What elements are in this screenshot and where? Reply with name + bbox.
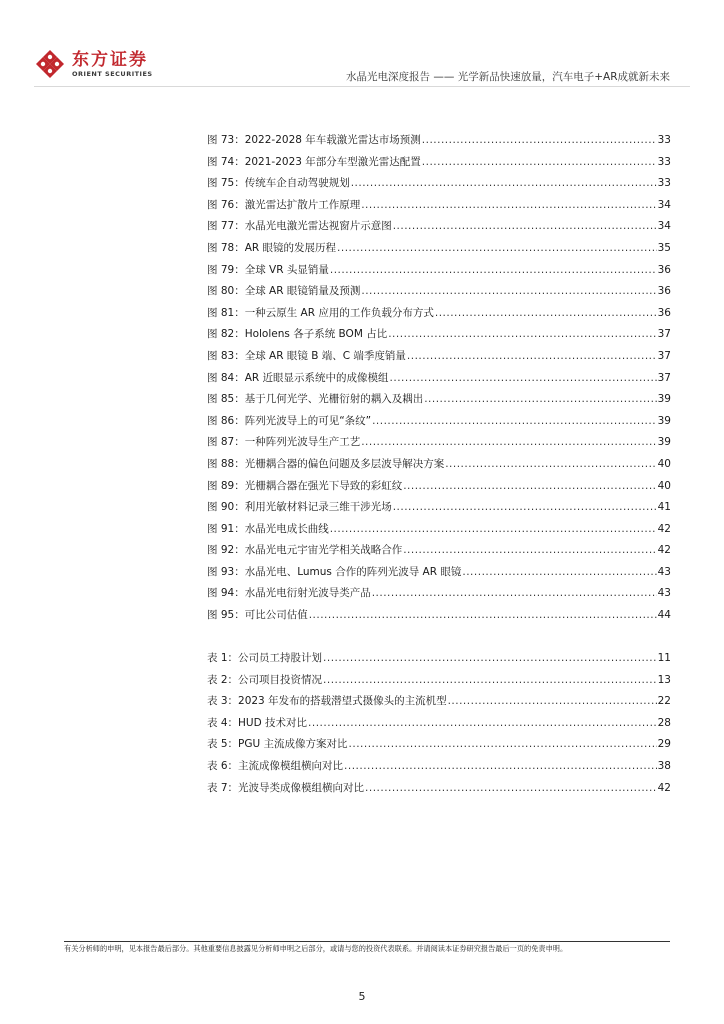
toc-entry-label: 图 85：基于几何光学、光栅衍射的耦入及耦出 xyxy=(207,393,424,406)
figure-toc-entry[interactable] xyxy=(207,586,671,608)
toc-entry-label: 图 78：AR 眼镜的发展历程 xyxy=(207,241,337,254)
toc-entry-page: 39 xyxy=(657,436,671,449)
dot-leader xyxy=(403,543,656,557)
toc-entry-label: 表 3：2023 年发布的搭载潜望式摄像头的主流机型 xyxy=(207,695,447,708)
toc-entry-label: 图 80：全球 AR 眼镜销量及预测 xyxy=(207,285,361,298)
toc-entry-label: 表 2：公司项目投资情况 xyxy=(207,673,323,686)
toc-entry-page: 36 xyxy=(657,306,671,319)
figure-toc-entry[interactable] xyxy=(207,522,671,544)
toc-entry-page: 39 xyxy=(657,393,671,406)
figure-toc-entry[interactable] xyxy=(207,371,671,393)
figure-toc-entry[interactable] xyxy=(207,349,671,371)
toc-entry-label: 表 6：主流成像模组横向对比 xyxy=(207,759,344,772)
toc-entry-page: 42 xyxy=(657,781,671,794)
toc-entry-label: 图 79：全球 VR 头显销量 xyxy=(207,263,329,276)
figure-toc-entry[interactable] xyxy=(207,565,671,587)
toc-entry-page: 40 xyxy=(657,479,671,492)
toc-entry-label: 图 81：一种云原生 AR 应用的工作负载分布方式 xyxy=(207,306,434,319)
dot-leader xyxy=(448,694,657,708)
toc-entry-label: 图 93：水晶光电、Lumus 合作的阵列光波导 AR 眼镜 xyxy=(207,565,462,578)
dot-leader xyxy=(337,241,657,255)
dot-leader xyxy=(344,759,657,773)
dot-leader xyxy=(349,737,657,751)
table-toc-entry[interactable] xyxy=(207,781,671,803)
toc-entry-page: 36 xyxy=(657,263,671,276)
figure-toc-entry[interactable] xyxy=(207,176,671,198)
dot-leader xyxy=(403,479,656,493)
toc-entry-label: 表 1：公司员工持股计划 xyxy=(207,652,323,664)
toc-entry-page: 40 xyxy=(657,457,671,470)
toc-entry-page: 33 xyxy=(657,134,671,146)
company-logo xyxy=(34,47,153,81)
toc-entry-page: 33 xyxy=(657,155,671,168)
toc-entry-page: 11 xyxy=(657,652,671,664)
dot-leader xyxy=(361,435,656,449)
toc-entry-label: 图 94：水晶光电衍射光波导类产品 xyxy=(207,587,371,600)
figure-toc-entry[interactable] xyxy=(207,457,671,479)
toc-entry-page: 36 xyxy=(657,285,671,298)
toc-entry-label: 图 87：一种阵列光波导生产工艺 xyxy=(207,436,361,449)
figure-toc-entry[interactable] xyxy=(207,241,671,263)
table-toc-entry[interactable] xyxy=(207,673,671,695)
dot-leader xyxy=(365,781,657,795)
dot-leader xyxy=(445,457,656,471)
table-list xyxy=(207,651,671,802)
dot-leader xyxy=(323,673,657,687)
toc-entry-page: 33 xyxy=(657,177,671,190)
toc-entry-label: 图 91：水晶光电成长曲线 xyxy=(207,522,329,535)
report-title: 水晶光电深度报告 —— 光学新品快速放量，汽车电子+AR成就新未来 xyxy=(346,71,670,83)
logo-english-name: ORIENT SECURITIES xyxy=(72,70,153,78)
dot-leader xyxy=(372,414,657,428)
toc-entry-page: 44 xyxy=(657,609,671,622)
figure-toc-entry[interactable] xyxy=(207,133,671,155)
figure-toc-entry[interactable] xyxy=(207,392,671,414)
dot-leader xyxy=(462,565,656,579)
toc-entry-label: 图 92：水晶光电元宇宙光学相关战略合作 xyxy=(207,544,403,557)
toc-entry-label: 图 84：AR 近眼显示系统中的成像模组 xyxy=(207,371,389,384)
dot-leader xyxy=(330,522,657,536)
figure-toc-entry[interactable] xyxy=(207,155,671,177)
figure-toc-entry[interactable] xyxy=(207,500,671,522)
toc-entry-label: 表 5：PGU 主流成像方案对比 xyxy=(207,738,348,751)
toc-entry-label: 图 86：阵列光波导上的可见“条纹” xyxy=(207,414,372,427)
figure-toc-entry[interactable] xyxy=(207,306,671,328)
figure-toc-entry[interactable] xyxy=(207,608,671,630)
toc-entry-label: 图 76：激光雷达扩散片工作原理 xyxy=(207,198,361,211)
toc-entry-label: 图 82：Hololens 各子系统 BOM 占比 xyxy=(207,328,388,341)
figure-toc-entry[interactable] xyxy=(207,479,671,501)
toc-entry-page: 13 xyxy=(657,673,671,686)
toc-entry-page: 28 xyxy=(657,716,671,729)
dot-leader xyxy=(323,651,657,665)
figure-toc-entry[interactable] xyxy=(207,327,671,349)
toc-entry-label: 表 7：光波导类成像模组横向对比 xyxy=(207,781,365,794)
dot-leader xyxy=(372,586,657,600)
toc-entry-label: 图 75：传统车企自动驾驶规划 xyxy=(207,177,350,190)
dot-leader xyxy=(422,133,657,147)
dot-leader xyxy=(361,198,656,212)
toc-entry-label: 图 88：光栅耦合器的偏色问题及多层波导解决方案 xyxy=(207,457,445,470)
dot-leader xyxy=(351,176,657,190)
figure-toc-entry[interactable] xyxy=(207,414,671,436)
table-toc-entry[interactable] xyxy=(207,737,671,759)
toc-entry-page: 35 xyxy=(657,241,671,254)
figure-toc-entry[interactable] xyxy=(207,198,671,220)
toc-entry-label: 图 95：可比公司估值 xyxy=(207,609,308,622)
table-toc-entry[interactable] xyxy=(207,651,671,673)
toc-entry-page: 41 xyxy=(657,501,671,514)
dot-leader xyxy=(309,608,657,622)
table-toc-entry[interactable] xyxy=(207,716,671,738)
toc-entry-label: 表 4：HUD 技术对比 xyxy=(207,716,308,729)
toc-entry-page: 29 xyxy=(657,738,671,751)
toc-entry-page: 34 xyxy=(657,198,671,211)
footer-divider xyxy=(64,941,670,942)
toc-entry-page: 37 xyxy=(657,349,671,362)
page-number: 5 xyxy=(358,990,366,1003)
dot-leader xyxy=(393,219,657,233)
figure-toc-entry[interactable] xyxy=(207,263,671,285)
disclaimer-text: 有关分析师的申明，见本报告最后部分。其他重要信息披露见分析师申明之后部分，或请与您的投资代表联系。并请阅读本证券研究报告最后一页的免责申明。 xyxy=(64,944,568,953)
toc-entry-page: 37 xyxy=(657,328,671,341)
dot-leader xyxy=(424,392,656,406)
toc-entry-page: 34 xyxy=(657,220,671,233)
toc-entry-label: 图 77：水晶光电激光雷达视窗片示意图 xyxy=(207,220,392,233)
orient-securities-logo-icon xyxy=(34,48,66,80)
figure-toc-entry[interactable] xyxy=(207,284,671,306)
toc-entry-page: 22 xyxy=(657,695,671,708)
toc-entry-page: 39 xyxy=(657,414,671,427)
toc-entry-page: 43 xyxy=(657,587,671,600)
toc-entry-label: 图 90：利用光敏材料记录三维干涉光场 xyxy=(207,501,392,514)
figure-toc-entry[interactable] xyxy=(207,543,671,565)
header-divider xyxy=(34,86,690,87)
dot-leader xyxy=(308,716,657,730)
dot-leader xyxy=(407,349,657,363)
figure-toc-entry[interactable] xyxy=(207,435,671,457)
figure-toc-entry[interactable] xyxy=(207,219,671,241)
table-toc-entry[interactable] xyxy=(207,759,671,781)
logo-chinese-name: 东方证券 xyxy=(72,50,148,70)
dot-leader xyxy=(361,284,656,298)
toc-entry-page: 42 xyxy=(657,522,671,535)
dot-leader xyxy=(388,327,656,341)
toc-entry-page: 38 xyxy=(657,759,671,772)
dot-leader xyxy=(393,500,657,514)
dot-leader xyxy=(390,371,657,385)
table-toc-entry[interactable] xyxy=(207,694,671,716)
dot-leader xyxy=(330,263,657,277)
toc-entry-page: 42 xyxy=(657,544,671,557)
toc-entry-label: 图 83：全球 AR 眼镜 B 端、C 端季度销量 xyxy=(207,349,406,362)
dot-leader xyxy=(422,155,657,169)
toc-entry-label: 图 73：2022-2028 年车载激光雷达市场预测 xyxy=(207,134,421,146)
toc-entry-page: 37 xyxy=(657,371,671,384)
dot-leader xyxy=(435,306,657,320)
figure-list xyxy=(207,133,671,630)
toc-entry-page: 43 xyxy=(657,565,671,578)
toc-entry-label: 图 74：2021-2023 年部分车型激光雷达配置 xyxy=(207,155,421,168)
toc-entry-label: 图 89：光栅耦合器在强光下导致的彩虹纹 xyxy=(207,479,403,492)
